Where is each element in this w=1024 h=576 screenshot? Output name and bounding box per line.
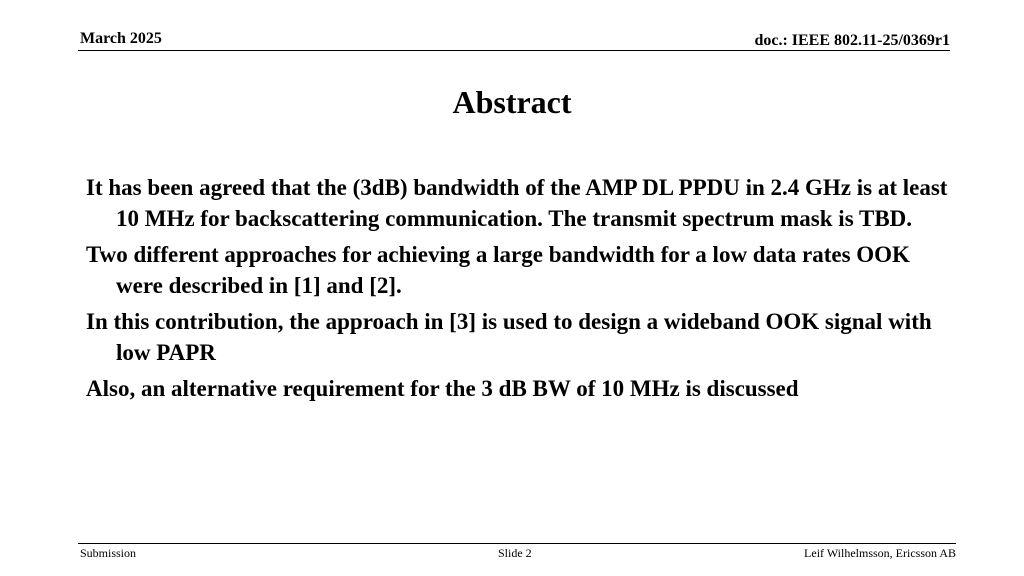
abstract-paragraph: It has been agreed that the (3dB) bandwidth of the AMP DL PPDU in 2.4 GHz is at least 10 MHz for backscattering communication. The transmit spectrum mask is TBD.	[86, 175, 948, 231]
abstract-paragraph: Also, an alternative requirement for the 3 dB BW of 10 MHz is discussed	[86, 376, 799, 401]
header-divider	[78, 50, 950, 51]
header-date: March 2025	[80, 30, 162, 47]
abstract-paragraph: In this contribution, the approach in [3] is used to design a wideband OOK signal with low PAPR	[86, 309, 932, 365]
slide-title: Abstract	[452, 84, 572, 120]
abstract-paragraph: Two different approaches for achieving a large bandwidth for a low data rates OOK were described in [1] and [2].	[86, 242, 910, 298]
abstract-body	[86, 172, 956, 409]
footer-slide-number: Slide 2	[498, 546, 532, 560]
footer-divider	[78, 543, 956, 544]
header-doc-id: doc.: IEEE 802.11-25/0369r1	[754, 32, 950, 49]
footer-author: Leif Wilhelmsson, Ericsson AB	[804, 546, 956, 560]
footer-submission: Submission	[80, 546, 137, 560]
